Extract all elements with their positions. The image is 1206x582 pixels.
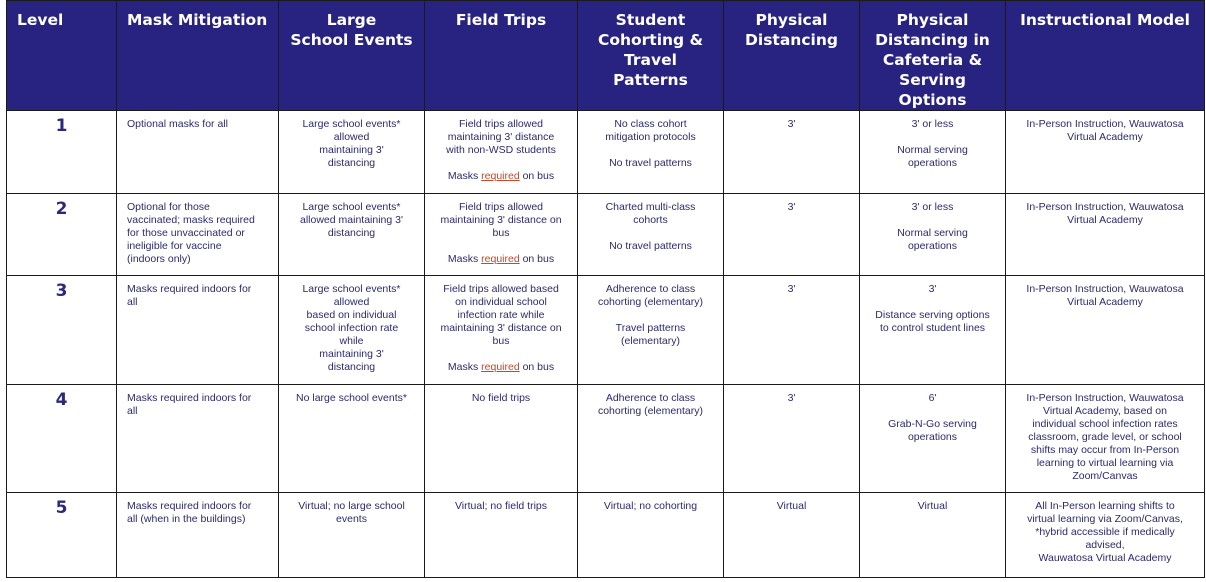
level-number: 1	[7, 111, 117, 194]
cafeteria-cell: 3' or less Normal serving operations	[860, 193, 1006, 276]
level-number: 5	[7, 493, 117, 578]
table-row	[7, 493, 1205, 578]
table-row	[7, 276, 1205, 385]
distancing-cell: 3'	[724, 193, 860, 276]
header-physical-distancing: Physical Distancing	[724, 1, 860, 111]
cohorting-cell: Adherence to class cohorting (elementary) Travel patterns (elementary)	[578, 276, 724, 385]
level-number: 2	[7, 193, 117, 276]
large-events-cell: Large school events* allowed maintaining 3' distancing	[279, 193, 425, 276]
instructional-model-cell: In-Person Instruction, Wauwatosa Virtual Academy	[1006, 111, 1205, 194]
mitigation-levels-table	[6, 0, 1205, 578]
instructional-model-cell: In-Person Instruction, Wauwatosa Virtual Academy	[1006, 276, 1205, 385]
header-level: Level	[7, 1, 117, 111]
level-number: 3	[7, 276, 117, 385]
cafeteria-cell: 6' Grab-N-Go serving operations	[860, 385, 1006, 493]
table-row	[7, 193, 1205, 276]
mask-mitigation-cell: Optional masks for all	[117, 111, 279, 194]
bus-mask-note: Masks required on bus	[447, 361, 555, 374]
field-trips-cell: Field trips allowed based on individual school infection rate while maintaining 3' distance on bus Masks required on bus	[425, 276, 578, 385]
header-instructional-model: Instructional Model	[1006, 1, 1205, 111]
header-field-trips: Field Trips	[425, 1, 578, 111]
header-row	[7, 1, 1205, 111]
field-trips-cell: No field trips	[425, 385, 578, 493]
cafeteria-cell: 3' Distance serving options to control student lines	[860, 276, 1006, 385]
header-cafeteria-distancing: Physical Distancing in Cafeteria & Serving Options	[860, 1, 1006, 111]
field-trips-cell: Field trips allowed maintaining 3' distance on bus Masks required on bus	[425, 193, 578, 276]
level-number: 4	[7, 385, 117, 493]
bus-mask-note: Masks required on bus	[447, 170, 555, 182]
instructional-model-cell: In-Person Instruction, Wauwatosa Virtual Academy, based on individual school infection rates classroom, grade level, or school shifts may occur from In-Person learning to virtual learning via Zoom/Canvas	[1006, 385, 1205, 493]
required-link[interactable]: required	[481, 170, 520, 182]
cohorting-cell: Virtual; no cohorting	[578, 493, 724, 578]
instructional-model-cell: All In-Person learning shifts to virtual learning via Zoom/Canvas, *hybrid accessible if medically advised, Wauwatosa Virtual Academy	[1006, 493, 1205, 578]
cohorting-cell: Charted multi-class cohorts No travel patterns	[578, 193, 724, 276]
table-header	[7, 1, 1205, 111]
distancing-cell: 3'	[724, 276, 860, 385]
large-events-cell: No large school events*	[279, 385, 425, 493]
mask-mitigation-cell: Masks required indoors for all	[117, 276, 279, 385]
bus-mask-note: Masks required on bus	[447, 252, 555, 265]
cafeteria-cell: 3' or less Normal serving operations	[860, 111, 1006, 194]
cohorting-cell: Adherence to class cohorting (elementary)	[578, 385, 724, 493]
field-trips-cell: Field trips allowed maintaining 3' distance with non-WSD students Masks required on bus	[425, 111, 578, 194]
large-events-cell: Large school events* allowed based on individual school infection rate while maintaining 3' distancing	[279, 276, 425, 385]
distancing-cell: 3'	[724, 111, 860, 194]
mask-mitigation-cell: Masks required indoors for all (when in the buildings)	[117, 493, 279, 578]
table-row	[7, 111, 1205, 194]
required-link[interactable]: required	[481, 252, 520, 265]
instructional-model-cell: In-Person Instruction, Wauwatosa Virtual Academy	[1006, 193, 1205, 276]
cafeteria-cell: Virtual	[860, 493, 1006, 578]
cohorting-cell: No class cohort mitigation protocols No travel patterns	[578, 111, 724, 194]
header-large-school-events: Large School Events	[279, 1, 425, 111]
field-trips-cell: Virtual; no field trips	[425, 493, 578, 578]
header-mask-mitigation: Mask Mitigation	[117, 1, 279, 111]
table-row	[7, 385, 1205, 493]
required-link[interactable]: required	[481, 361, 520, 374]
mask-mitigation-cell: Masks required indoors for all	[117, 385, 279, 493]
mask-mitigation-cell: Optional for those vaccinated; masks required for those unvaccinated or ineligible for vaccine (indoors only)	[117, 193, 279, 276]
header-student-cohorting: Student Cohorting & Travel Patterns	[578, 1, 724, 111]
distancing-cell: Virtual	[724, 493, 860, 578]
large-events-cell: Virtual; no large school events	[279, 493, 425, 578]
large-events-cell: Large school events* allowed maintaining 3' distancing	[279, 111, 425, 194]
distancing-cell: 3'	[724, 385, 860, 493]
